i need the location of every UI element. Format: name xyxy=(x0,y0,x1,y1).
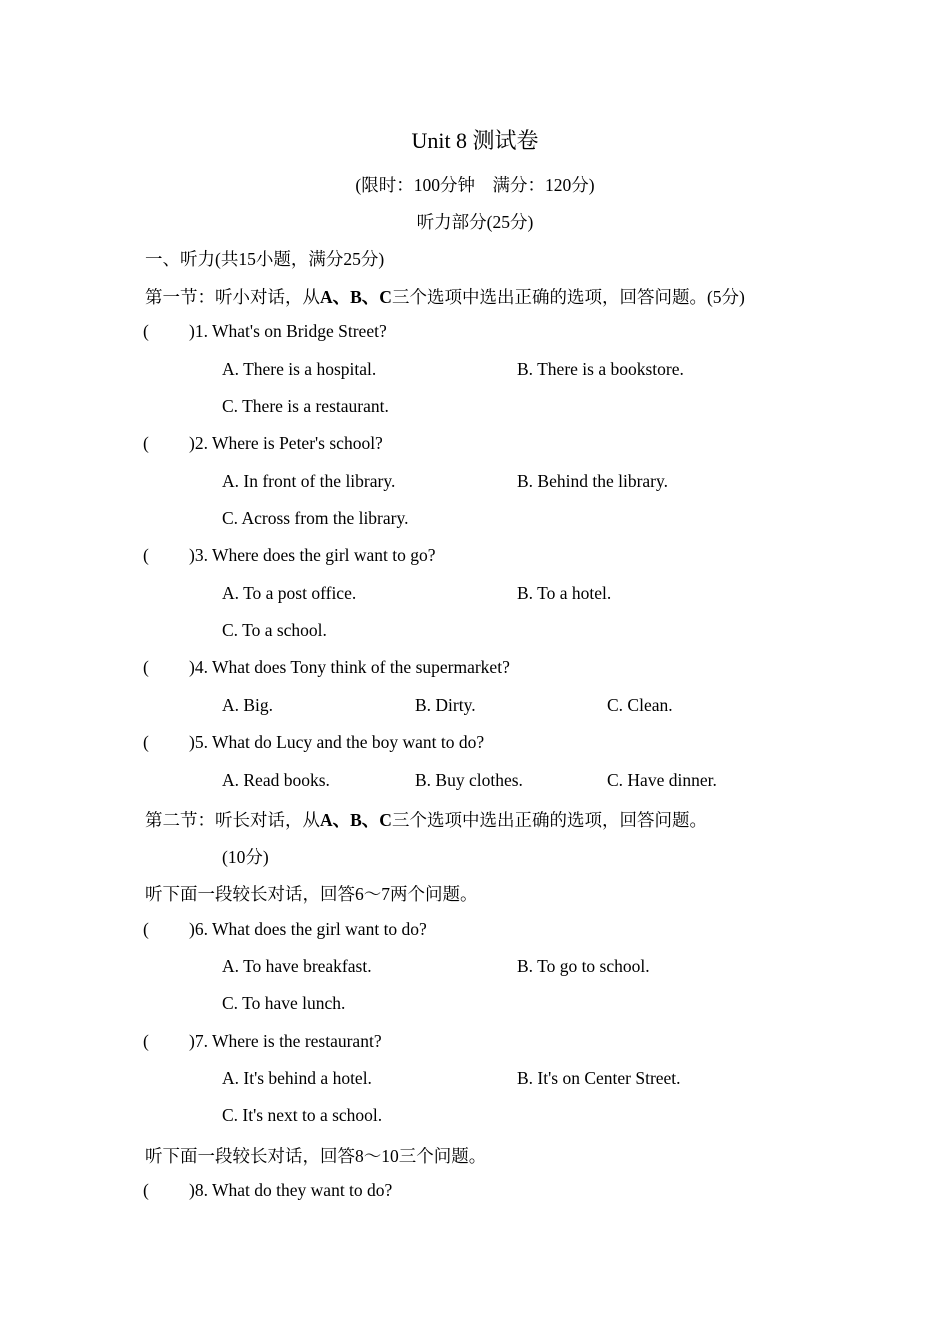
option-a: A. To have breakfast. xyxy=(222,956,372,976)
question-8: ( )8. What do they want to do? xyxy=(143,1180,393,1200)
question-number: 1 xyxy=(194,321,204,341)
answer-blank[interactable]: ( xyxy=(143,732,149,752)
option-c: C. Clean. xyxy=(607,695,673,715)
question-4: ( )4. What does Tony think of the supermarket? xyxy=(143,657,510,677)
question-5: ( )5. What do Lucy and the boy want to do? xyxy=(143,732,485,752)
question-number: 3 xyxy=(194,545,204,565)
section-heading: 一、听力(共15小题，满分25分) xyxy=(145,249,385,269)
question-number: 2 xyxy=(194,433,204,453)
option-c: C. It's next to a school. xyxy=(222,1105,383,1125)
question-number: 8 xyxy=(194,1180,204,1200)
question-text: Where does the girl want to go? xyxy=(212,545,436,565)
question-text: What do they want to do? xyxy=(212,1180,393,1200)
subsection-1-pre: 第一节：听小对话，从 xyxy=(145,287,320,307)
option-a: A. Read books. xyxy=(222,770,330,790)
option-a: A. To a post office. xyxy=(222,583,357,603)
question-number: 6 xyxy=(194,919,204,939)
question-6: ( )6. What does the girl want to do? xyxy=(143,919,427,939)
option-c: C. To a school. xyxy=(222,620,327,640)
question-text: What does the girl want to do? xyxy=(212,919,427,939)
dialogue-instruction-6-7: 听下面一段较长对话，回答6～7两个问题。 xyxy=(145,884,478,904)
option-b: B. Buy clothes. xyxy=(415,770,523,790)
answer-blank[interactable]: ( xyxy=(143,321,149,341)
option-a: A. It's behind a hotel. xyxy=(222,1068,372,1088)
subsection-1-post: 三个选项中选出正确的选项，回答问题。(5分) xyxy=(391,287,745,307)
answer-blank[interactable]: ( xyxy=(143,1180,149,1200)
option-c: C. Across from the library. xyxy=(222,508,409,528)
option-b: B. Dirty. xyxy=(415,695,476,715)
question-text: What's on Bridge Street? xyxy=(212,321,387,341)
subsection-2-pre: 第二节：听长对话，从 xyxy=(145,810,320,830)
part-heading: 听力部分(25分) xyxy=(416,212,534,232)
option-a: A. In front of the library. xyxy=(222,471,396,491)
option-c: C. To have lunch. xyxy=(222,993,346,1013)
option-b: B. Behind the library. xyxy=(517,471,668,491)
question-number: 5 xyxy=(194,732,204,752)
dialogue-instruction-8-10: 听下面一段较长对话，回答8～10三个问题。 xyxy=(145,1146,487,1166)
option-b: B. There is a bookstore. xyxy=(517,359,684,379)
option-a: A. Big. xyxy=(222,695,274,715)
option-b: B. To go to school. xyxy=(517,956,650,976)
question-7: ( )7. Where is the restaurant? xyxy=(143,1031,382,1051)
question-number: 4 xyxy=(194,657,204,677)
answer-blank[interactable]: ( xyxy=(143,657,149,677)
option-b: B. It's on Center Street. xyxy=(517,1068,681,1088)
question-text: What does Tony think of the supermarket? xyxy=(212,657,510,677)
option-a: A. There is a hospital. xyxy=(222,359,377,379)
time-score-info: (限时：100分钟 满分：120分) xyxy=(355,175,595,195)
question-text: Where is the restaurant? xyxy=(212,1031,382,1051)
subsection-1-instruction xyxy=(145,284,745,309)
answer-blank[interactable]: ( xyxy=(143,545,149,565)
question-number: 7 xyxy=(194,1031,204,1051)
option-c: C. Have dinner. xyxy=(607,770,717,790)
question-text: What do Lucy and the boy want to do? xyxy=(212,732,485,752)
question-text: Where is Peter's school? xyxy=(212,433,383,453)
option-b: B. To a hotel. xyxy=(517,583,612,603)
question-3: ( )3. Where does the girl want to go? xyxy=(143,545,436,565)
subsection-1-abc: A、B、C xyxy=(320,287,392,307)
question-1: ( )1. What's on Bridge Street? xyxy=(143,321,387,341)
subsection-2-score: (10分) xyxy=(222,847,269,867)
option-c: C. There is a restaurant. xyxy=(222,396,389,416)
answer-blank[interactable]: ( xyxy=(143,1031,149,1051)
page-title: Unit 8 测试卷 xyxy=(411,128,539,153)
answer-blank[interactable]: ( xyxy=(143,433,149,453)
subsection-2-instruction xyxy=(145,807,707,832)
subsection-2-abc: A、B、C xyxy=(320,810,392,830)
subsection-2-post: 三个选项中选出正确的选项，回答问题。 xyxy=(391,810,707,830)
question-2: ( )2. Where is Peter's school? xyxy=(143,433,383,453)
answer-blank[interactable]: ( xyxy=(143,919,149,939)
